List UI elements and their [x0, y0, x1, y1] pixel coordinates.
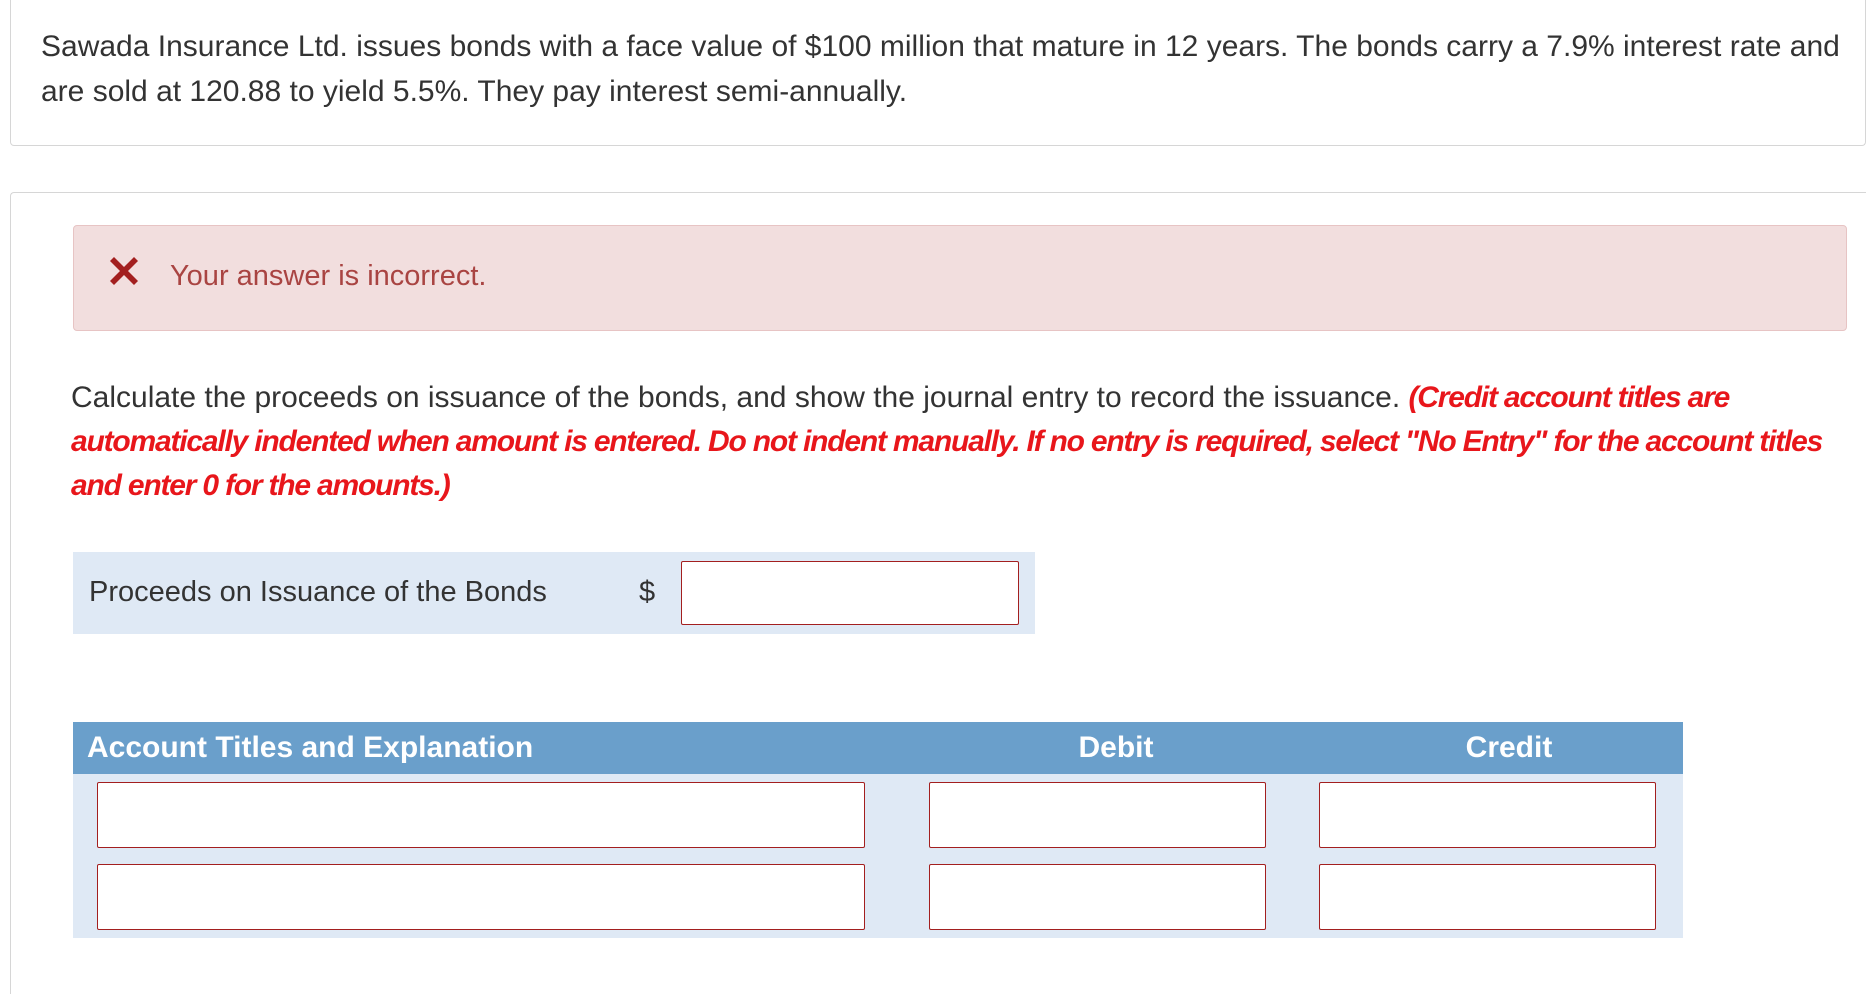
header-credit: Credit [1465, 731, 1553, 764]
problem-statement: Sawada Insurance Ltd. issues bonds with a face value of $100 million that mature in 12 years. The bonds carry a 7.9% interest rate and are sold at 120.88 to yield 5.5%. They pay interest semi-annually. [41, 30, 1840, 108]
problem-card [10, 0, 1866, 146]
question-card [10, 192, 1866, 994]
instructions-main: Calculate the proceeds on issuance of the bonds, and show the journal entry to record the issuance. [71, 381, 1409, 414]
debit-input-1[interactable] [929, 782, 1266, 848]
question-instructions [71, 376, 1831, 508]
header-debit: Debit [1078, 731, 1154, 764]
journal-entry-table [73, 722, 1683, 938]
account-title-input-2[interactable] [97, 864, 865, 930]
credit-input-2[interactable] [1319, 864, 1656, 930]
currency-symbol: $ [639, 576, 656, 608]
credit-input-1[interactable] [1319, 782, 1656, 848]
incorrect-answer-alert [73, 225, 1847, 331]
proceeds-label: Proceeds on Issuance of the Bonds [89, 576, 547, 608]
instructions-note: (Credit account titles are automatically indented when amount is entered. Do not indent manually. If no entry is required, select "No Entry" for the account titles and enter 0 for the amounts.) [71, 381, 1823, 502]
proceeds-input[interactable] [681, 561, 1019, 625]
account-title-input-1[interactable] [97, 782, 865, 848]
alert-message: Your answer is incorrect. [170, 260, 487, 292]
close-x-icon [104, 252, 144, 292]
header-account-titles: Account Titles and Explanation [87, 731, 534, 764]
debit-input-2[interactable] [929, 864, 1266, 930]
proceeds-row [73, 552, 1035, 634]
journal-header [73, 722, 1683, 774]
